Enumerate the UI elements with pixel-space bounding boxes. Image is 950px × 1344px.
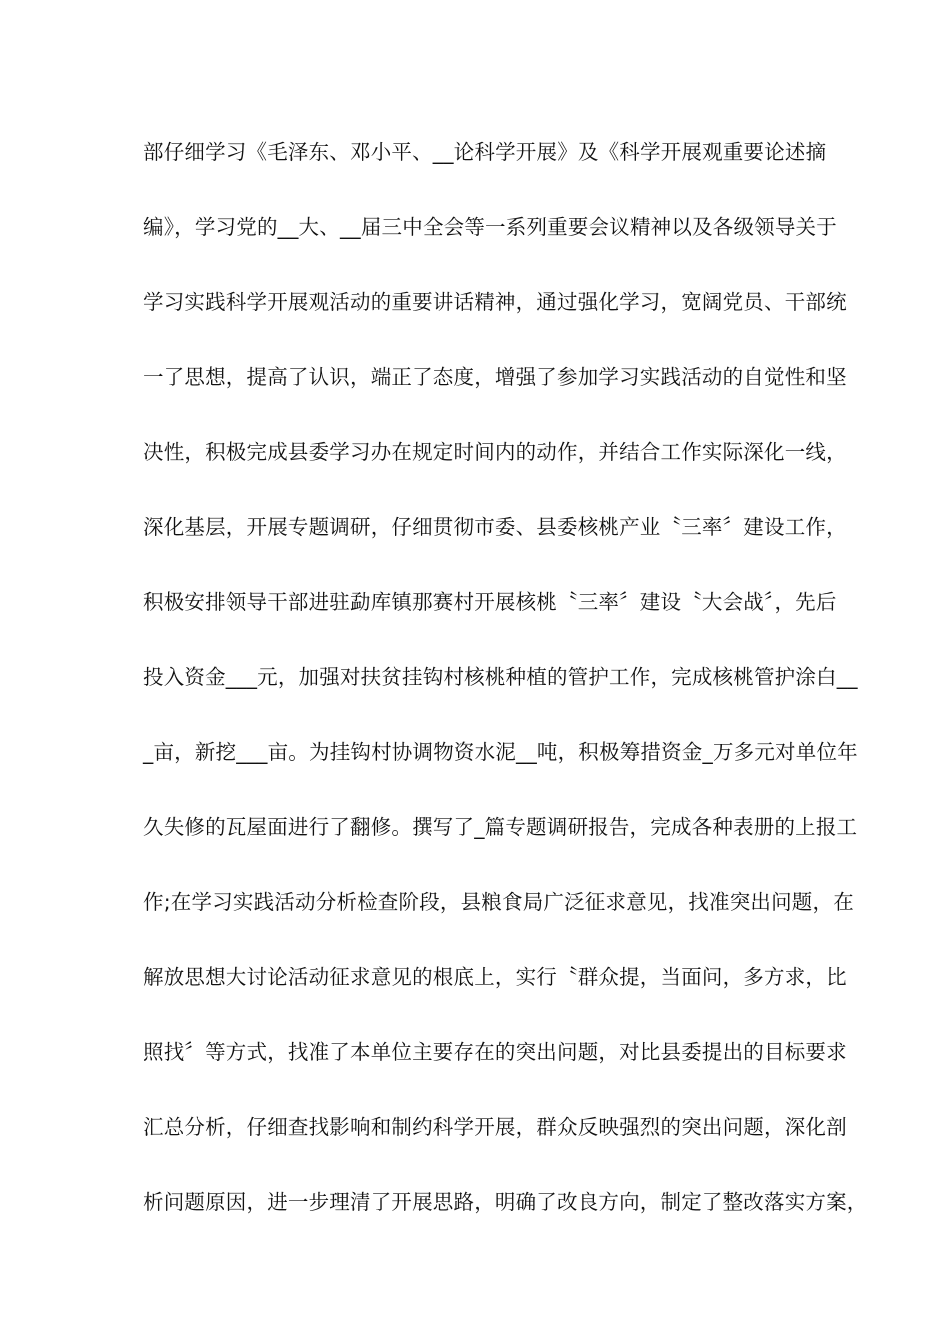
text-line: 学习实践科学开展观活动的重要讲话精神，通过强化学习，宽阔党员、干部统 — [143, 290, 847, 314]
text-line: 深化基层，开展专题调研，仔细贯彻市委、县委核桃产业〝三率〞建设工作， — [143, 515, 847, 539]
text-line: _亩，新挖___亩。为挂钩村协调物资水泥__吨，积极筹措资金_万多元对单位年 — [143, 740, 858, 764]
text-line: 久失修的瓦屋面进行了翻修。撰写了_篇专题调研报告，完成各种表册的上报工 — [143, 815, 858, 839]
text-line: 照找〞等方式，找准了本单位主要存在的突出问题，对比县委提出的目标要求 — [143, 1040, 847, 1064]
text-line: 解放思想大讨论活动征求意见的根底上，实行〝群众提，当面问，多方求，比 — [143, 965, 847, 989]
text-line: 投入资金___元，加强对扶贫挂钩村核桃种植的管护工作，完成核桃管护涂白__ — [143, 665, 858, 689]
text-line: 部仔细学习《毛泽东、邓小平、__论科学开展》及《科学开展观重要论述摘 — [143, 140, 827, 164]
text-line: 积极安排领导干部进驻勐库镇那赛村开展核桃〝三率〞建设〝大会战〞，先后 — [143, 590, 837, 614]
text-line: 编》，学习党的__大、__届三中全会等一系列重要会议精神以及各级领导关于 — [143, 215, 837, 239]
text-line: 析问题原因，进一步理清了开展思路，明确了改良方向，制定了整改落实方案， — [143, 1190, 868, 1214]
text-line: 作;在学习实践活动分析检查阶段，县粮食局广泛征求意见，找准突出问题，在 — [143, 890, 854, 914]
text-line: 汇总分析，仔细查找影响和制约科学开展，群众反映强烈的突出问题，深化剖 — [143, 1115, 847, 1139]
body-text — [143, 132, 868, 1257]
text-line: 一了思想，提高了认识，端正了态度，增强了参加学习实践活动的自觉性和坚 — [143, 365, 847, 389]
text-line: 决性，积极完成县委学习办在规定时间内的动作，并结合工作实际深化一线， — [143, 440, 847, 464]
